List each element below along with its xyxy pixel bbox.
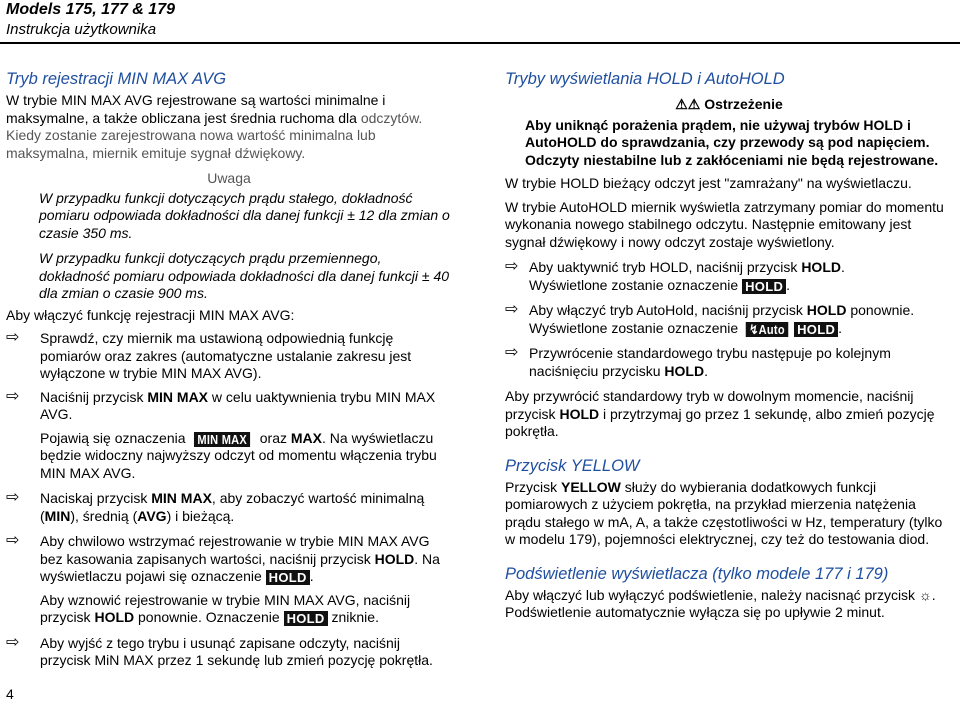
step-press-minmax [6,389,452,424]
step-text: oraz [255,429,291,446]
step-text: Wyświetlone zostanie oznaczenie [529,276,743,293]
step-text: . Na wyświetlaczu pojawi się oznaczenie [40,550,440,584]
body-text: Przycisk [505,478,561,495]
step-text: . Na wyświetlaczu będzie widoczny najwyższy odczyt od momentu włączenia trybu MIN MAX AVG. [40,429,437,481]
step-text: Naciśnij przycisk [40,388,148,405]
page-number: 4 [6,686,14,702]
step-activate-hold [505,259,953,294]
autohold-description: W trybie AutoHOLD miernik wyświetla zatrzymany pomiar do momentu wykonania nowego stabilnego odczytu. Następnie emitowany jest sygnał dźwiękowy i nowy odczyt zostaje wyświetlony. [505,198,944,250]
key-yellow: YELLOW [561,478,621,495]
step-text: Aby chwilowo wstrzymać rejestrowanie w trybie MIN MAX AVG bez kasowania zapisanych wartości, naciśnij przycisk [40,533,430,567]
step-text: . [840,259,845,275]
warning-text: Aby uniknąć porażenia prądem, nie używaj trybów HOLD i AutoHOLD do sprawdzania, czy przewody są pod napięciem. Odczyty niestabilne lub z zakłóceniami nie będą rejestrowane. [525,116,939,168]
step-text: Pojawią się oznaczenia [40,429,190,446]
step-text: , aby zobaczyć wartość minimalną ( [40,490,425,524]
header-rule [0,42,960,44]
section-title-yellow: Przycisk YELLOW [505,456,640,475]
step-text: Aby wznowić rejestrowanie w trybie MIN MAX AVG, naciśnij przycisk [40,591,411,625]
key-minmax: MIN MAX [147,388,209,405]
hold-display-tag: HOLD [794,322,838,337]
hold-display-tag: HOLD [742,279,786,294]
yellow-description [505,479,953,549]
step-text: w celu uaktywnienia trybu MIN MAX AVG. [40,388,436,422]
step-text: Aby uaktywnić tryb HOLD, naciśnij przycisk [529,259,802,275]
step-text: ponownie. [846,302,915,318]
key-hold: HOLD [801,259,841,275]
step-text: Przywrócenie standardowego trybu następuje po kolejnym naciśnięciu przycisku [529,345,891,379]
arrow-icon: ⇨ [6,532,20,549]
step-restore [505,345,953,380]
step-text: . [309,568,314,584]
arrow-icon: ⇨ [6,633,20,651]
intro-part-a: W trybie MIN MAX AVG rejestrowane są wartości minimalne i maksymalne, a także obliczana jest średnia ruchoma dla [6,92,386,126]
key-max: MAX [290,429,322,446]
key-hold: HOLD [94,609,135,625]
section-title-backlight: Podświetlenie wyświetlacza (tylko modele 177 i 179) [505,564,889,583]
resume-info [6,592,452,627]
right-column [505,68,953,622]
body-text: i przytrzymaj go przez 1 sekundę, albo zmień pozycję pokrętła. [505,405,935,439]
step-text: Aby wyjść z tego trybu i usunąć zapisane odczyty, naciśnij przycisk MiN MAX przez 1 sekundę lub zmień pozycję pokrętła. [40,634,433,668]
arrow-icon: ⇨ [6,489,20,506]
step-text: . [786,276,791,293]
arrow-icon: ⇨ [505,258,519,275]
intro-part-b: odczytów. Kiedy zostanie zarejestrowana nowa wartość minimalna lub maksymalna, miernik emituje sygnał dźwiękowy. [6,109,423,161]
hold-description: W trybie HOLD bieżący odczyt jest "zamrażany" na wyświetlaczu. [505,175,912,191]
step-check-function [6,330,452,383]
note-ac: W przypadku funkcji dotyczących prądu przemiennego, dokładność pomiaru odpowiada dokładności dla danej funkcji ± 40 dla zmian o czasie 900 ms. [39,250,450,301]
section-title-hold: Tryby wyświetlania HOLD i AutoHOLD [505,70,785,88]
step-activate-autohold [505,302,953,337]
label-avg: AVG [137,507,167,524]
backlight-icon: ☼ [918,586,932,603]
step-text: Aby włączyć tryb AutoHold, naciśnij przycisk [529,302,807,318]
step-text: ) i bieżącą. [166,507,235,524]
enable-intro: Aby włączyć funkcję rejestracji MIN MAX AVG: [6,306,295,323]
warning-title [505,96,953,114]
body-text: Aby włączyć lub wyłączyć podświetlenie, należy nacisnąć przycisk [505,586,919,603]
backlight-description [505,587,953,622]
section-title-minmax: Tryb rejestracji MIN MAX AVG [6,70,227,88]
model-title: Models 175, 177 & 179 [6,1,175,18]
step-text: . [704,362,708,379]
step-pause [6,533,452,586]
step-cycle-values [6,490,452,525]
body-text: . Podświetlenie automatycznie wyłącza się po upływie 2 minut. [505,586,936,620]
step-text: Naciskaj przycisk [40,490,152,506]
key-hold: HOLD [664,362,705,379]
warning-icon: ⚠⚠ [675,96,701,112]
left-column [6,68,452,670]
arrow-icon: ⇨ [505,301,519,318]
page-header [6,0,175,40]
step-text: ), średnią ( [70,507,138,524]
label-min: MIN [44,507,71,524]
minmax-indicator-info [6,430,452,483]
step-text: zniknie. [327,609,379,625]
step-text: Sprawdź, czy miernik ma ustawioną odpowiednią funkcję pomiarów oraz zakres (automatyczne ustalanie zakresu jest wyłączone w trybie MIN MAX AVG). [40,330,412,381]
hold-display-tag: HOLD [266,570,310,585]
key-minmax: MIN MAX [151,490,212,506]
step-text: Wyświetlone zostanie oznaczenie [529,319,743,336]
arrow-icon: ⇨ [505,344,519,361]
auto-display-tag: ↯Auto [746,322,789,337]
restore-description [505,388,953,441]
note-title: Uwaga [207,170,251,186]
manual-subtitle: Instrukcja użytkownika [6,21,157,38]
key-hold: HOLD [559,405,600,422]
arrow-icon: ⇨ [6,329,20,346]
step-text: . [838,319,843,336]
warning-label: Ostrzeżenie [704,96,783,112]
body-text: Aby przywrócić standardowy tryb w dowolnym momencie, naciśnij przycisk [505,388,914,422]
minmax-display-tag: MIN MAX [194,432,250,447]
hold-display-tag: HOLD [284,611,328,626]
step-text: ponownie. Oznaczenie [134,609,284,625]
arrow-icon: ⇨ [6,387,20,405]
body-text: służy do wybierania dodatkowych funkcji pomiarowych z użyciem pokrętła, na przykład mierzenia natężenia prądu stałego w mA, A, a także częstotliwości w Hz, temperatury (tylko w modelu 179), pojemności elektrycznej, czy też do testowania diod. [505,478,943,547]
key-hold: HOLD [374,550,415,567]
minmax-intro [6,92,452,162]
key-hold: HOLD [806,302,847,318]
note-dc: W przypadku funkcji dotyczących prądu stałego, dokładność pomiaru odpowiada dokładności dla danej funkcji ± 12 dla zmian o czasie 350 ms. [39,189,450,241]
step-exit [6,635,452,670]
